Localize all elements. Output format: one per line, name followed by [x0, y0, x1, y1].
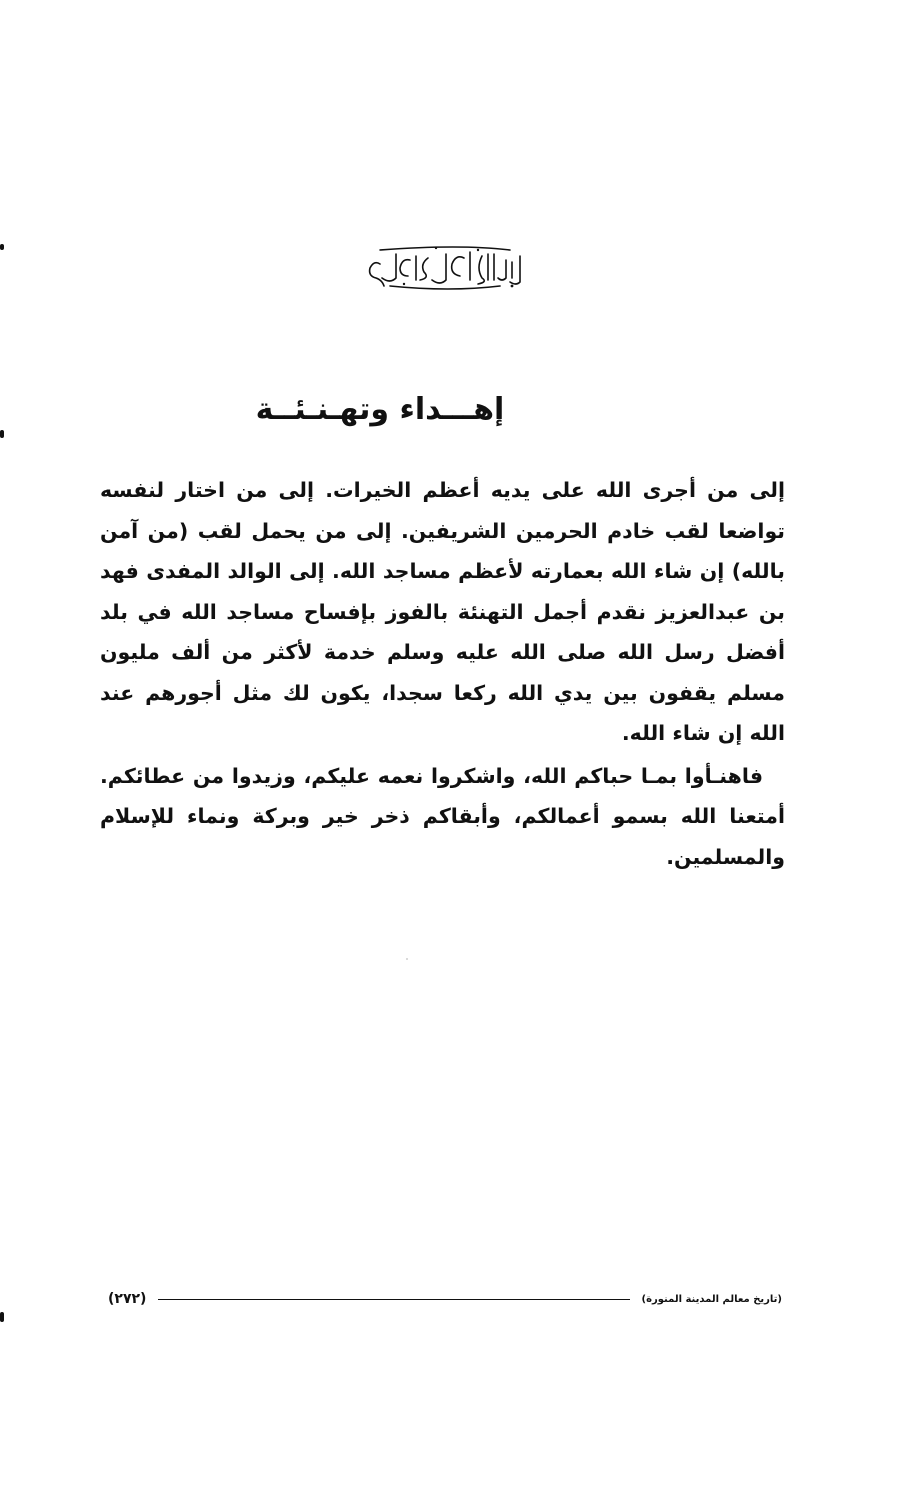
basmala-calligraphy — [360, 242, 532, 292]
dedication-paragraph: إلى من أجرى الله على يديه أعظم الخيرات. إلى من اختار لنفسه تواضعا لقب خادم الحرمين الشريفين. إلى من يحمل لقب (من آمن بالله) إن شاء الله بعمارته لأعظم مساجد الله. إلى الوالد المفدى فهد بن عبدالعزيز نقدم أجمل التهنئة بالفوز بإفساح مساجد الله في بلد أفضل رسل الله صلى الله عليه وسلم خدمة لأكثر من ألف مليون مسلم يقفون بين يدي الله ركعا سجدا، يكون لك مثل أجورهم عند الله إن شاء الله. — [100, 478, 785, 745]
scan-edge-mark — [0, 1312, 4, 1322]
dedication-body — [100, 470, 785, 877]
running-footer-title: (تاريخ معالم المدينة المنورة) — [641, 1293, 782, 1305]
footer-rule — [158, 1299, 629, 1300]
scan-edge-mark — [0, 244, 4, 250]
scan-edge-mark — [0, 430, 4, 438]
basmala-calligraphy-icon — [360, 242, 532, 292]
dedication-paragraph: فاهنـأوا بمـا حباكم الله، واشكروا نعمه عليكم، وزيدوا من عطائكم. أمتعنا الله بسمو أعمالكم، وأبقاكم ذخر خير وبركة ونماء للإسلام والمسلمين. — [100, 763, 785, 869]
dedication-title: إهـــداء وتهـنـئــة — [255, 392, 505, 427]
scan-speck — [406, 958, 408, 960]
page-number: (٢٧٢) — [108, 1291, 147, 1307]
page-footer — [108, 1288, 782, 1310]
